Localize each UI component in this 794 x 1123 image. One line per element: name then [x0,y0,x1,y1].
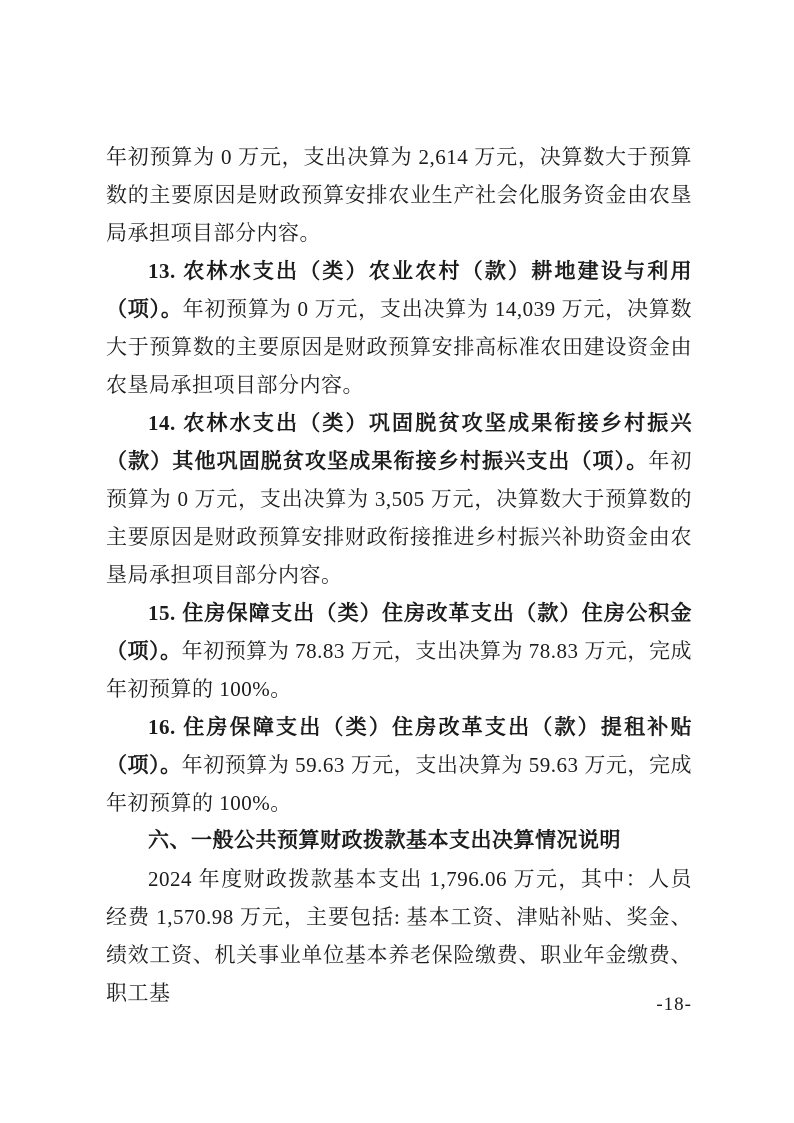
section-13-heading: 13. 农林水支出（类）农业农村（款）耕地建设与利用（项）。 [106,259,692,321]
section-16-body: 年初预算为 59.63 万元，支出决算为 59.63 万元，完成年初预算的 100%。 [106,753,693,815]
section-13-paragraph [106,252,692,404]
paragraph-continuation: 年初预算为 0 万元，支出决算为 2,614 万元，决算数大于预算数的主要原因是财政预算安排农业生产社会化服务资金由农垦局承担项目部分内容。 [106,145,692,245]
section-15-body: 年初预算为 78.83 万元，支出决算为 78.83 万元，完成年初预算的 100%。 [106,639,693,701]
section-14-heading: 14. 农林水支出（类）巩固脱贫攻坚成果衔接乡村振兴（款）其他巩固脱贫攻坚成果衔接乡村振兴支出（项）。 [106,411,692,473]
section-15-heading: 15. 住房保障支出（类）住房改革支出（款）住房公积金（项）。 [106,601,692,663]
page-number: -18- [656,994,692,1015]
section-16-paragraph [106,708,692,822]
section-13-body: 年初预算为 0 万元，支出决算为 14,039 万元，决算数大于预算数的主要原因是财政预算安排高标准农田建设资金由农垦局承担项目部分内容。 [106,297,693,397]
part-six-paragraph: 2024 年度财政拨款基本支出 1,796.06 万元，其中：人员经费 1,570.98 万元，主要包括: 基本工资、津贴补贴、奖金、绩效工资、机关事业单位基本养老保险缴费、职业年金缴费、职工基 [106,867,692,1005]
section-16-heading: 16. 住房保障支出（类）住房改革支出（款）提租补贴（项）。 [106,715,692,777]
section-14-body: 年初预算为 0 万元，支出决算为 3,505 万元，决算数大于预算数的主要原因是财政预算安排财政衔接推进乡村振兴补助资金由农垦局承担项目部分内容。 [106,449,693,587]
part-six-heading: 六、一般公共预算财政拨款基本支出决算情况说明 [148,829,621,852]
section-15-paragraph [106,594,692,708]
page-body [106,138,692,1012]
section-14-paragraph [106,404,692,594]
